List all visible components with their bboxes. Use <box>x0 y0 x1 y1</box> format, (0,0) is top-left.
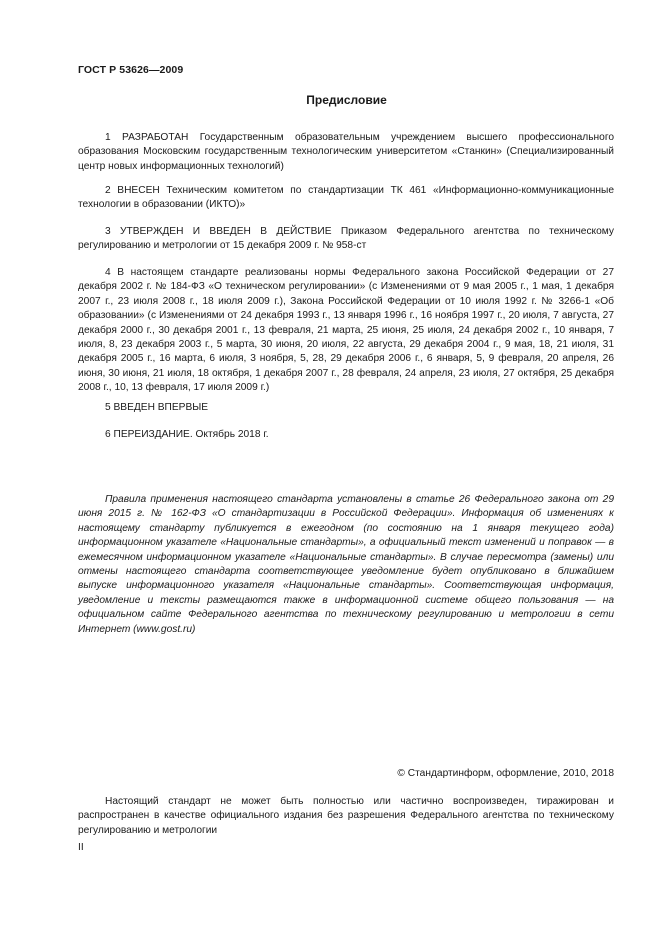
standardization-note: Правила применения настоящего стандарта установлены в статье 26 Федерального закона от 29 июня 2015 г. № 162-ФЗ «О стандартизации в Российской Федерации». Информация об изменениях к настоящему стандарту публикуется в ежегодном (по состоянию на 1 января текущего года) информационном указателе «Национальные стандарты», а официальный текст изменений и поправок — в ежемесячном информационном указателе «Национальные стандарты». В случае пересмотра (замены) или отмены настоящего стандарта соответствующее уведомление будет опубликовано в ближайшем выпуске информационного указателя «Национальные стандарты». Соответствующая информация, уведомление и тексты размещаются также в информационной системе общего пользования — на официальном сайте Федерального агентства по техническому регулированию и метрологии в сети Интернет (www.gost.ru) <box>78 494 614 635</box>
standard-code: ГОСТ Р 53626—2009 <box>78 64 184 76</box>
page-number: II <box>78 842 84 853</box>
paragraph-3: 3 УТВЕРЖДЕН И ВВЕДЕН В ДЕЙСТВИЕ Приказом Федерального агентства по техническому регулированию и метрологии от 15 декабря 2009 г. № 958-ст <box>78 226 614 252</box>
paragraph-6: 6 ПЕРЕИЗДАНИЕ. Октябрь 2018 г. <box>105 429 269 440</box>
paragraph-2: 2 ВНЕСЕН Техническим комитетом по стандартизации ТК 461 «Информационно-коммуникационные технологии в образовании (ИКТО)» <box>78 185 614 211</box>
paragraph-1: 1 РАЗРАБОТАН Государственным образовательным учреждением высшего профессионального образования Московским государственным технологическим университетом «Станкин» (Специализированный центр новых информационных технологий) <box>78 132 614 172</box>
copyright-line: © Стандартинформ, оформление, 2010, 2018 <box>397 768 614 779</box>
reproduction-notice: Настоящий стандарт не может быть полностью или частично воспроизведен, тиражирован и распространен в качестве официального издания без разрешения Федерального агентства по техническому регулированию и метрологии <box>78 796 614 836</box>
paragraph-4: 4 В настоящем стандарте реализованы нормы Федерального закона Российской Федерации от 27 декабря 2002 г. № 184-ФЗ «О техническом регулировании» (с Изменениями от 9 мая 2005 г., 1 мая, 1 декабря 2007 г., 23 июля 2008 г., 18 июля 2009 г.), Закона Российской Федерации от 10 июля 1992 г. № 3266-1 «Об образовании» (с Изменениями от 24 декабря 1993 г., 13 января 1996 г., 16 ноября 1997 г., 20 июля, 7 августа, 27 декабря 2000 г., 30 декабря 2001 г., 13 февраля, 21 марта, 25 июня, 25 июля, 24 декабря 2002 г., 10 января, 7 июля, 8, 23 декабря 2003 г., 5 марта, 30 июня, 20 июля, 22 августа, 29 декабря 2004 г., 9 мая, 18, 21 июля, 31 декабря 2005 г., 16 марта, 6 июля, 3 ноября, 5, 28, 29 декабря 2006 г., 6 января, 5, 9 февраля, 20 апреля, 26 июня, 30 июня, 21 июля, 18 октября, 1 декабря 2007 г., 28 февраля, 24 апреля, 23 июля, 27 октября, 25 декабря 2008 г., 10, 13 февраля, 17 июля 2009 г.) <box>78 267 614 394</box>
paragraph-5: 5 ВВЕДЕН ВПЕРВЫЕ <box>105 402 209 413</box>
page-title: Предисловие <box>306 93 387 107</box>
